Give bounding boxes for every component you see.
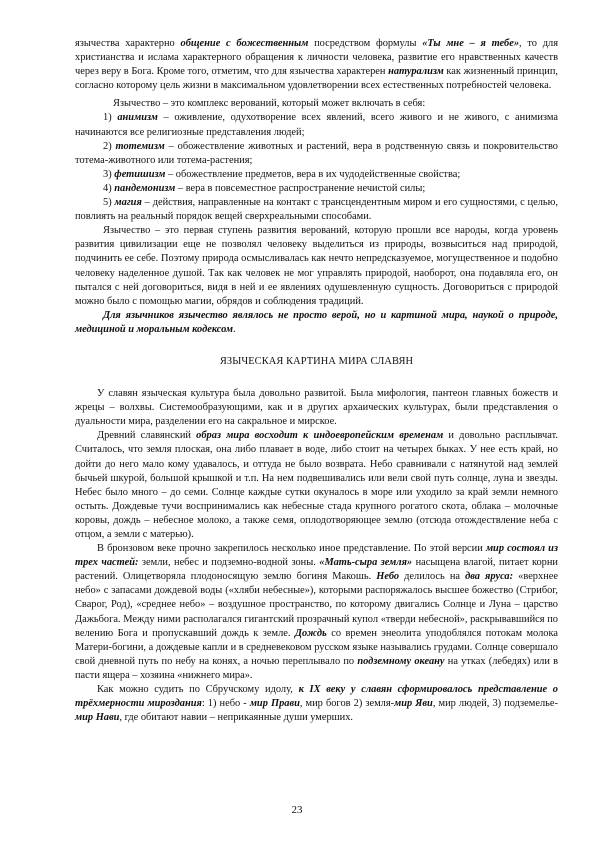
paganism-paragraph: Язычество – это первая ступень развития верований, которую прошли все народы, когда уровень развития цивилизации еще не позволял человеку выделиться из природы, возвыситься над природой, подчинить ее себе. Поэтому природа осмысливалась как нечто непредсказуемое, могущественное и подобно человеку наделенное душой. Так как человек не мог управлять природой, наоборот, она подавляла его, он пытался с ней договориться, видя в ней и ее явлениях одушевленную сущность. Договориться с природой можно было с помощью магии, обрядов и соблюдения традиций. [75,225,558,307]
item-term: фетишизм [114,168,166,180]
belief-item [75,111,558,139]
emphasis: Дождь [294,627,327,639]
item-number: 5) [103,197,115,209]
text-run: . [233,323,236,335]
emphasis: подземному океану [357,655,445,667]
item-term: пандемонизм [114,182,176,194]
emphasis: общение с божественным [180,38,309,49]
text-run: делилось на [399,571,466,583]
text-run: : 1) небо - [201,698,250,710]
text-run: В бронзовом веке прочно закрепилось несколько иное представление. По этой версии [97,543,486,555]
beliefs-intro: Язычество – это комплекс верований, который может включать в себя: [113,98,426,110]
text-run: «верхнее небо» с запасами дождевой воды («хляби небесные»), которыми распоряжалось высшее божество (Стрибог, Сварог, Род), «среднее небо» – воздушное пространство, по которому двигались Солнце и Луна – царство Дажьбога. Между ними располагался гигантский прозрачный купол «тверди небесной», раскрывавшийся по велению Бога и пропускавший дождь к земле. [75,571,558,639]
emphasis: «Мать-сыра земля» [319,557,413,569]
text-run: насыщена влагой, питает корни растений. Олицетворяла плодоносящую землю богиня Макошь. [75,557,558,583]
bronze-age-paragraph [75,542,558,683]
item-number: 3) [103,168,115,180]
emphasis: мир Нави [75,712,120,724]
emphasis: два яруса: [465,571,514,583]
emphasis: к IX веку у славян сформировалось представление о трёхмерности мироздания [75,684,558,710]
text-run: , где обитают навии – неприкаянные души умерших. [119,712,354,724]
text-run: посредством формулы [308,38,423,49]
item-term: магия [114,197,142,209]
page-number: 23 [291,804,303,816]
intro-paragraph [75,37,558,93]
item-number: 2) [103,140,116,152]
belief-item [75,168,558,182]
text-run: , мир богов 2) земля- [299,698,395,710]
slavic-culture-paragraph: У славян языческая культура была довольно развитой. Была мифология, пантеон главных божеств и жрецы – волхвы. Системообразующими, как и в других архаических культурах, были представления о дуальности мира, разделении его на сакральное и мирское. [75,388,558,428]
text-run: язычества характерно [75,38,181,49]
item-text: – обожествление животных и растений, вера в родственную связь и покровительство тотема-животного или тотема-растения; [75,140,558,166]
emphasis: натурализм [388,66,444,78]
item-number: 4) [103,182,115,194]
text-run: и довольно расплывчат. Считалось, что земля плоская, она либо плавает в воде, либо стоит на четырех быках. У нее есть край, но дойти до него мало кому удавалось, и оттуда не было возврата. Небо сравнивали с натянутой над землей бычьей шкурой, большой крышкой и т.п. На нем подвешивались или вели свой путь солнце, луна и звезды. Небес было много – до семи. Солнце каждые сутки окуналось в море или уходило за край земли немного остыть. Дождевые тучи воспринимались как небесные стада крупного рогатого скота, облака – молочные коровы, дождь – небесное молоко, а также семя, оплодотворяющее землю (отсюда отождествление неба с отцом, а земли с матерью). [75,430,558,540]
text-run: как жизненный принцип, согласно которому цель жизни в максимальном удовлетворении всех естественных потребностей человека. [75,66,558,92]
text-run: со времен энеолита уподоблялся потокам молока Матери-богини, а дождевые капли и в средневековом русском языке назывались грудами. Солнце совершало свой дневной путь по небу на конях, а ночью переплывало по [75,627,558,667]
emphasis: мир Прави [249,698,300,710]
item-term: тотемизм [115,140,165,152]
item-text: – обожествление предметов, вера в их чудодейственные свойства; [165,168,461,180]
emphasis: мир состоял из трех частей: [75,543,558,569]
item-text: – действия, направленные на контакт с трансцендентным миром и его сущностями, с целью, повлиять на реальный порядок вещей сверхреальными способами. [75,197,558,223]
item-text: – оживление, одухотворение всех явлений, всего живого и не живого, с анимизма начинаются все религиозные представления людей; [75,112,558,138]
emphasis: «Ты мне – я тебе» [422,38,520,49]
belief-item [75,182,558,196]
item-term: анимизм [117,112,158,124]
text-run: Как можно судить по Сбручскому идолу, [97,684,299,696]
belief-item [75,196,558,224]
item-text: – вера в повсеместное распространение нечистой силы; [175,182,426,194]
three-worlds-paragraph [75,683,558,725]
paganism-summary [75,309,558,337]
belief-item [75,140,558,168]
emphasis: мир Яви [394,698,433,710]
text-run: , то для христианства и ислама характерного обращения к личности человека, развитие его нравственных качеств через веру в Бога. Кроме того, отметим, что для язычества характерен [75,38,558,78]
emphasis: Небо [376,571,400,583]
text-run: , мир людей, 3) подземелье- [432,698,558,710]
section-heading: ЯЗЫЧЕСКАЯ КАРТИНА МИРА СЛАВЯН [219,355,414,367]
emphasis: образ мира восходит к индоевропейским временам [196,430,444,442]
world-image-paragraph [75,429,558,542]
text-run: на утках (лебедях) или в пасти ящера – хозяина «нижнего мира». [75,655,558,681]
text-run: Древний славянский [97,430,197,442]
emphasis: Для язычников язычество являлось не просто верой, но и картиной мира, наукой о природе, медициной и моральным кодексом [75,309,558,335]
text-run: земли, небес и подземно-водной зоны. [138,557,320,569]
item-number: 1) [103,112,118,124]
